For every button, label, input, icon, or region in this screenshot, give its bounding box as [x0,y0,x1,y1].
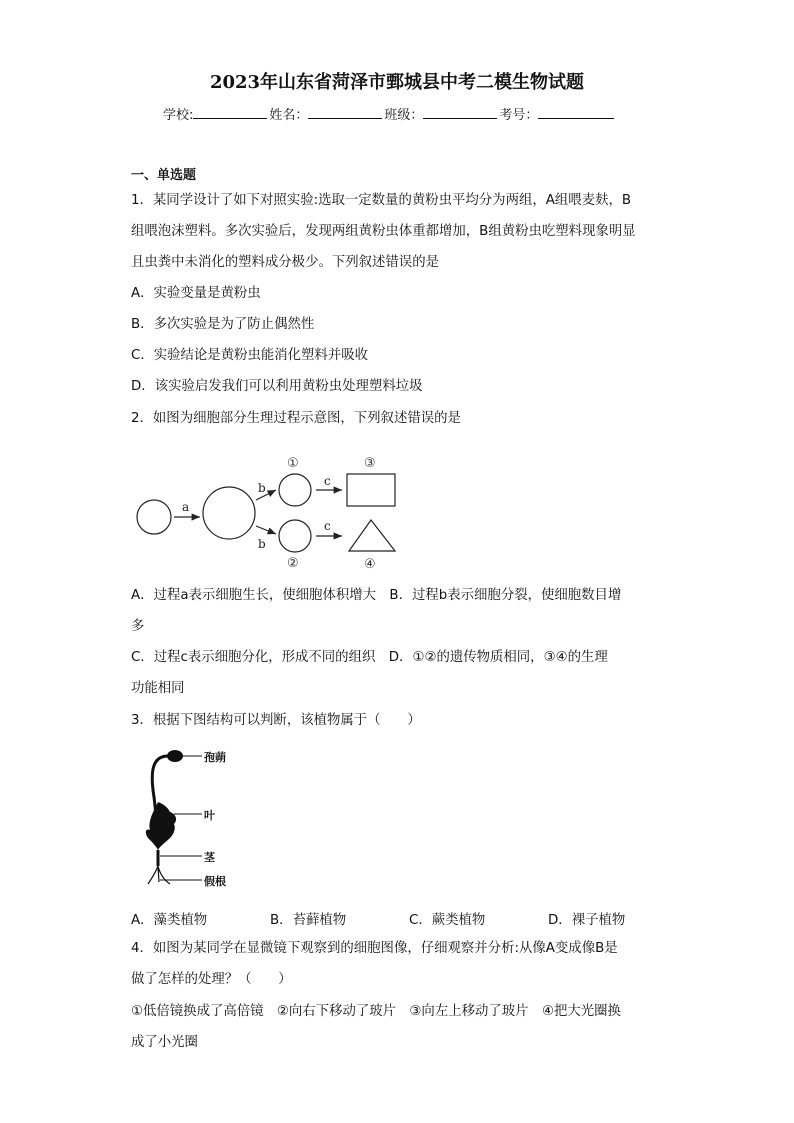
class-field[interactable] [423,104,497,119]
exam-title: 2023年山东省菏泽市鄄城县中考二模生物试题 [209,72,585,93]
name-field[interactable] [308,104,382,119]
label-3: ③ [364,456,376,471]
q1-stem-line-3: 且虫粪中未消化的塑料成分极少。下列叙述错误的是 [131,255,439,270]
q1-stem-line-2: 组喂泡沫塑料。多次实验后，发现两组黄粉虫体重都增加，B组黄粉虫吃塑料现象明显 [131,224,636,239]
q1-option-a: A．实验变量是黄粉虫 [131,286,261,301]
arrow-a-label: a [182,500,190,514]
tissue-4-triangle [349,520,395,551]
section-heading: 一、单选题 [131,168,197,183]
grown-cell [203,487,255,539]
q2-options-line-4: 功能相同 [131,681,185,696]
capsule-shape [167,750,183,762]
arrow-b-bottom [256,526,276,534]
class-label: 班级： [384,108,424,123]
original-cell [137,500,171,534]
arrow-b-bottom-label: b [258,537,266,551]
cell-process-diagram [130,450,410,575]
q1-option-b: B．多次实验是为了防止偶然性 [131,317,315,332]
student-info-line [163,104,616,123]
cell-1 [279,474,311,506]
q3-stem: 3．根据下图结构可以判断，该植物属于（ ） [131,713,421,728]
name-label: 姓名： [269,108,309,123]
q2-options-line-2: 多 [131,619,145,634]
cell-2 [279,520,311,552]
arrow-c-top-label: c [324,474,331,488]
q2-options-line-1: A．过程a表示细胞生长，使细胞体积增大 B．过程b表示细胞分裂，使细胞数目增 [131,588,622,603]
moss-plant-diagram [130,742,250,892]
label-4: ④ [364,557,376,572]
leaf-label: 叶 [204,809,215,822]
tissue-3-rectangle [347,474,395,506]
q4-choices-line-1: ①低倍镜换成了高倍镜 ②向右下移动了玻片 ③向左上移动了玻片 ④把大光圈换 [131,1004,621,1019]
q1-stem-line-1: 1．某同学设计了如下对照实验:选取一定数量的黄粉虫平均分为两组，A组喂麦麸，B [131,193,632,208]
q3-option-b: B．苔藓植物 [270,913,347,928]
q3-option-d: D．裸子植物 [548,913,626,928]
q1-option-c: C．实验结论是黄粉虫能消化塑料并吸收 [131,348,368,363]
exam-number-field[interactable] [538,104,614,119]
q4-stem-line-1: 4．如图为某同学在显微镜下观察到的细胞图像，仔细观察并分析:从像A变成像B是 [131,941,618,956]
arrow-c-bottom-label: c [324,519,331,533]
label-2: ② [287,556,299,571]
q4-choices-line-2: 成了小光圈 [131,1035,198,1050]
q2-stem: 2．如图为细胞部分生理过程示意图，下列叙述错误的是 [131,411,461,426]
rhizoid-label: 假根 [204,875,226,888]
stem-label: 茎 [204,851,215,864]
school-label: 学校: [163,108,194,123]
arrow-b-top-label: b [258,481,266,495]
leaves-shape [146,802,176,850]
label-1: ① [287,456,299,471]
q1-option-d: D．该实验启发我们可以利用黄粉虫处理塑料垃圾 [131,379,423,394]
exam-number-label: 考号： [499,108,539,123]
q2-options-line-3: C．过程c表示细胞分化，形成不同的组织 D．①②的遗传物质相同，③④的生理 [131,650,608,665]
rhizoid-shape [148,866,170,884]
school-field[interactable] [193,104,267,119]
q3-option-a: A．藻类植物 [131,913,208,928]
q3-option-c: C．蕨类植物 [409,913,486,928]
q3-options-row [131,909,671,929]
capsule-label: 孢蒴 [204,751,226,764]
q4-stem-line-2: 做了怎样的处理？（ ） [131,972,292,987]
